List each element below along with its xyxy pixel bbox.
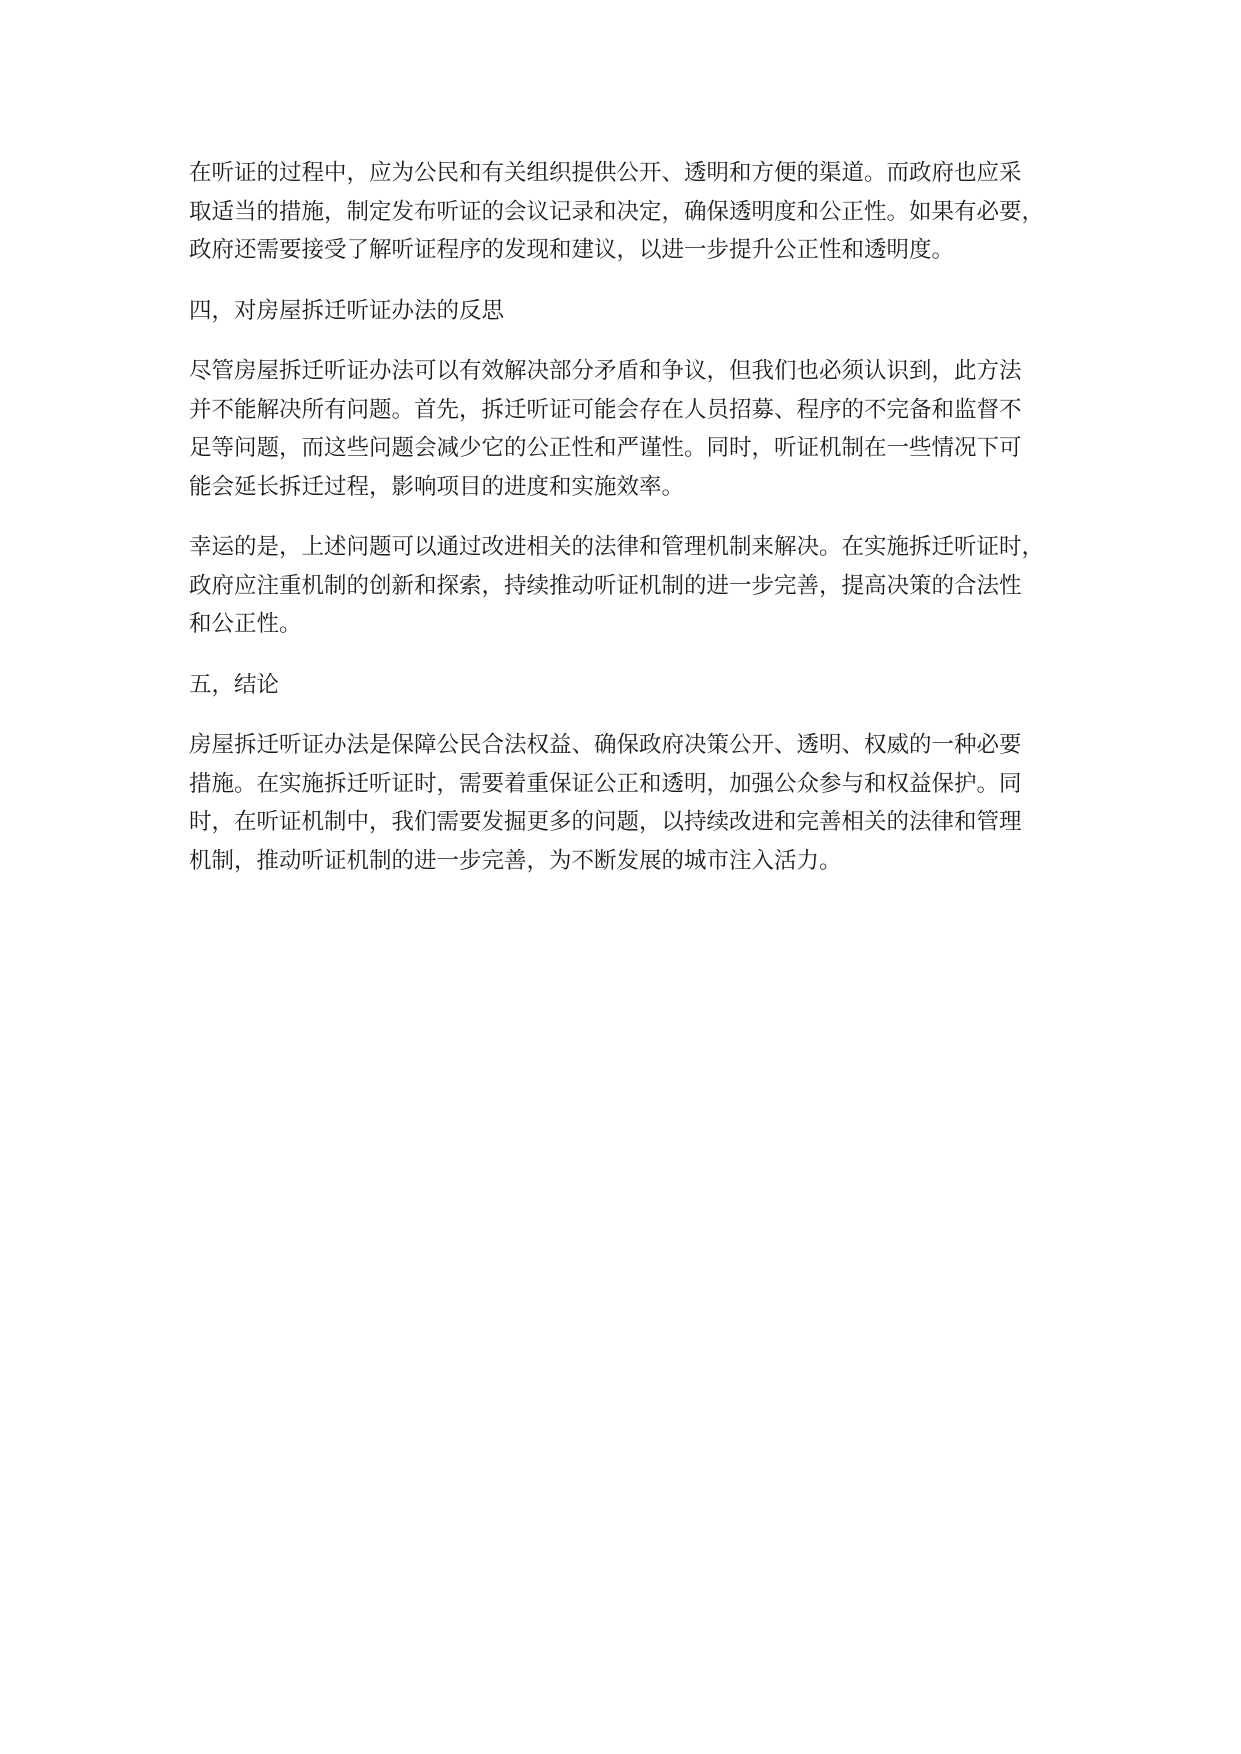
section-heading-reflection — [189, 292, 1079, 331]
text-line: 在听证的过程中，应为公民和有关组织提供公开、透明和方便的渠道。而政府也应采 — [189, 160, 1022, 186]
paragraph-conclusion — [189, 726, 1079, 880]
text-line: 取适当的措施，制定发布听证的会议记录和决定，确保透明度和公正性。如果有必要， — [189, 198, 1045, 225]
text-line: 足等问题，而这些问题会减少它的公正性和严谨性。同时，听证机制在一些情况下可 — [189, 435, 1022, 461]
text-line: 措施。在实施拆迁听证时，需要着重保证公正和透明，加强公众参与和权益保护。同 — [189, 770, 1022, 797]
section-heading-conclusion — [189, 666, 1079, 705]
text-line: 尽管房屋拆迁听证办法可以有效解决部分矛盾和争议，但我们也必须认识到，此方法 — [189, 358, 1022, 384]
heading-text: 四，对房屋拆迁听证办法的反思 — [189, 297, 505, 324]
paragraph-hearing-process — [189, 154, 1079, 270]
text-line: 时，在听证机制中，我们需要发掘更多的问题，以持续改进和完善相关的法律和管理 — [189, 809, 1022, 835]
document-body — [189, 154, 1079, 880]
paragraph-limitations — [189, 352, 1079, 506]
paragraph-improvements — [189, 528, 1079, 644]
text-line: 房屋拆迁听证办法是保障公民合法权益、确保政府决策公开、透明、权威的一种必要 — [189, 732, 1022, 758]
text-line: 机制，推动听证机制的进一步完善，为不断发展的城市注入活力。 — [189, 847, 842, 874]
text-line: 政府还需要接受了解听证程序的发现和建议，以进一步提升公正性和透明度。 — [189, 237, 955, 263]
text-line: 幸运的是，上述问题可以通过改进相关的法律和管理机制来解决。在实施拆迁听证时， — [189, 534, 1045, 560]
text-line: 能会延长拆迁过程，影响项目的进度和实施效率。 — [189, 473, 685, 500]
text-line: 和公正性。 — [189, 611, 302, 637]
heading-text: 五，结论 — [189, 671, 280, 698]
text-line: 并不能解决所有问题。首先，拆迁听证可能会存在人员招募、程序的不完备和监督不 — [189, 396, 1022, 423]
text-line: 政府应注重机制的创新和探索，持续推动听证机制的进一步完善，提高决策的合法性 — [189, 572, 1022, 599]
